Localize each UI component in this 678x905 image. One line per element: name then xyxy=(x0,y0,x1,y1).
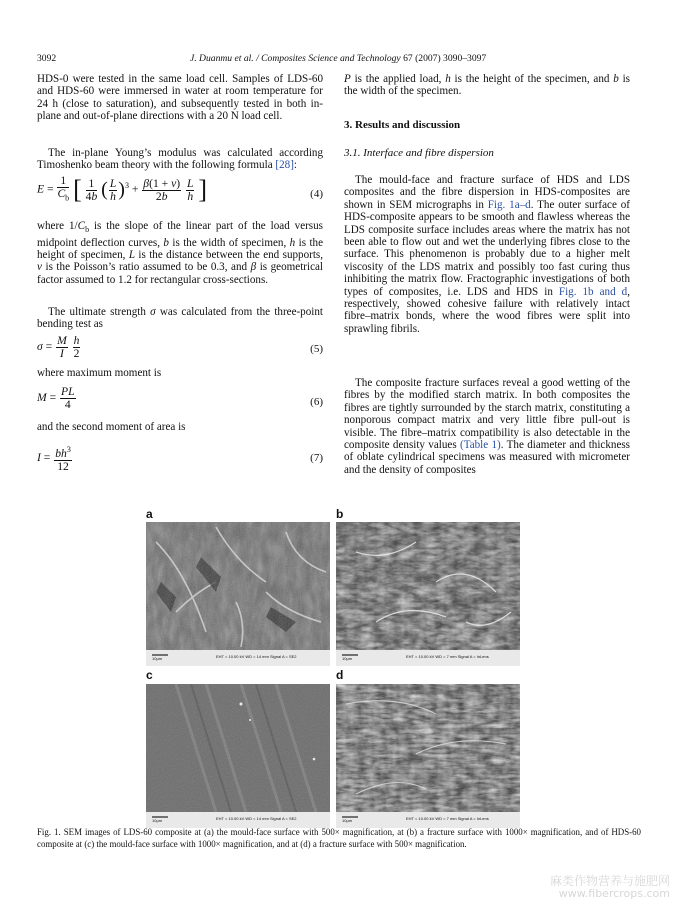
equation-7: I = $\frac{bh^3}{12}$ xyxy=(37,445,71,473)
sem-image-a xyxy=(146,522,330,666)
sem-image-d xyxy=(336,684,520,828)
table-1-link[interactable]: (Table 1) xyxy=(460,439,501,452)
fig-1a-d-link[interactable]: Fig. 1a–d xyxy=(487,198,531,211)
panel-label-a: a xyxy=(146,507,153,521)
equation-4: E = $\frac{1}{C_b}$ [ $\frac{1}{4b}$ ( $\frac{L}{h}$ )$^3$ + $\frac{\beta(1 + \nu)}{2b}$ $\frac{L}{h}$ ] xyxy=(37,174,208,204)
sem-info-d: EHT = 10.00 kV WD = 7 mm Signal A = InLens xyxy=(406,816,489,821)
sem-info-a: EHT = 10.00 kV WD = 14 mm Signal A = SE2 xyxy=(216,654,297,659)
panel-label-d: d xyxy=(336,668,344,682)
equation-6: M = $\frac{PL}{4}$ xyxy=(37,385,75,411)
page-number: 3092 xyxy=(37,53,57,64)
right-para-3: The composite fracture surfaces reveal a good wetting of the fibres by the modified starch matrix. In both composites the fibres are tightly surrounded by the starch matrix, constituting a nonporous compact matrix and very little fibre pull-out is visible. The fibre–matrix compatibility is also detectable in the composite density values (Table 1). The diameter and thickness of oblate cylindrical specimens was measured with micrometer and the density of composites xyxy=(344,377,631,476)
scalebar-d: 10μm xyxy=(342,818,353,823)
left-para-4: The ultimate strength σ was calculated from the three-point bending test as xyxy=(37,306,323,331)
fig-1b-d-link[interactable]: Fig. 1b and d xyxy=(558,285,628,298)
running-title-volume: 67 (2007) 3090–3097 xyxy=(403,53,487,64)
watermark-line-1: 麻类作物营养与施肥网 xyxy=(549,874,670,888)
panel-label-b: b xyxy=(336,507,344,521)
watermark-line-2: www.fibercrops.com xyxy=(558,887,670,900)
scalebar-c: 10μm xyxy=(152,818,163,823)
panel-label-c: c xyxy=(146,668,153,682)
equation-7-number: (7) xyxy=(310,452,323,464)
sem-image-c xyxy=(146,684,330,828)
left-para-1: HDS-0 were tested in the same load cell. Samples of LDS-60 and HDS-60 were immersed in water at room temperature for 24 h (close to saturation), and subsequently tested in both in-plane and out-of-plane directions with a 20 N load cell. xyxy=(37,73,323,123)
ref-28-link[interactable]: [28] xyxy=(275,159,294,172)
right-para-1: P is the applied load, h is the height of the specimen, and b is the width of the specimen. xyxy=(344,73,630,98)
left-para-2 xyxy=(37,147,323,172)
subsection-heading: 3.1. Interface and fibre dispersion xyxy=(344,147,494,159)
section-heading: 3. Results and discussion xyxy=(344,119,461,131)
equation-5: σ = $\frac{M}{I}$ $\frac{h}{2}$ xyxy=(37,334,80,360)
sem-image-b xyxy=(336,522,520,666)
equation-5-number: (5) xyxy=(310,343,323,355)
scalebar-a: 10μm xyxy=(152,656,163,661)
para2-text: The in-plane Young’s modulus was calculated according Timoshenko beam theory with the following formula xyxy=(37,147,323,172)
left-para-3: where $1/C_b$ is the slope of the linear part of the load versus midpoint deflection curves, b is the width of specimen, h is the height of specimen, L is the distance between the end supports, ν is the Poisson’s ratio assumed to be 0.3, and β is geometrical factor assumed to 1.2 for rectangular cross-sections. xyxy=(37,220,324,286)
para2-end: : xyxy=(293,159,297,172)
equation-4-number: (4) xyxy=(310,188,323,200)
figure-caption: Fig. 1. SEM images of LDS-60 composite at (a) the mould-face surface with 500× magnification, at (b) a fracture surface with 1000× magnification, and of HDS-60 composite at (c) the mould-face surface with 1000× magnification, and at (d) a fracture surface with 500× magnification. xyxy=(37,827,641,849)
sem-info-c: EHT = 10.00 kV WD = 14 mm Signal A = SE2 xyxy=(216,816,297,821)
right-para-2: The mould-face and fracture surface of HDS and LDS composites and the fibre dispersion in HDS-composites are shown in SEM micrographs in Fig. 1a–d. The outer surface of HDS-composite appears to be smooth and flawless whereas the LDS composite surface includes areas where the matrix has not been able to flow out and wet the underlying fibres close to the surface. This phenomenon is probably due to a higher melt viscosity of the LDS matrix and possibly too fast curing thus inhibiting the matrix flow. Fractographic investigations of both types of composites, i.e. LDS and HDS in Fig. 1b and d, respectively, showed cohesive failure with relatively intact fibre–matrix bonds, where the wood fibres were split into sprawling fibrils. xyxy=(344,174,630,335)
left-para-6: and the second moment of area is xyxy=(37,421,186,433)
scalebar-b: 10μm xyxy=(342,656,353,661)
running-title xyxy=(190,53,486,64)
left-para-5: where maximum moment is xyxy=(37,367,162,379)
running-title-authors: J. Duanmu et al. / Composites Science and Technology xyxy=(190,53,401,64)
equation-6-number: (6) xyxy=(310,396,323,408)
sem-info-b: EHT = 10.00 kV WD = 7 mm Signal A = InLens xyxy=(406,654,489,659)
